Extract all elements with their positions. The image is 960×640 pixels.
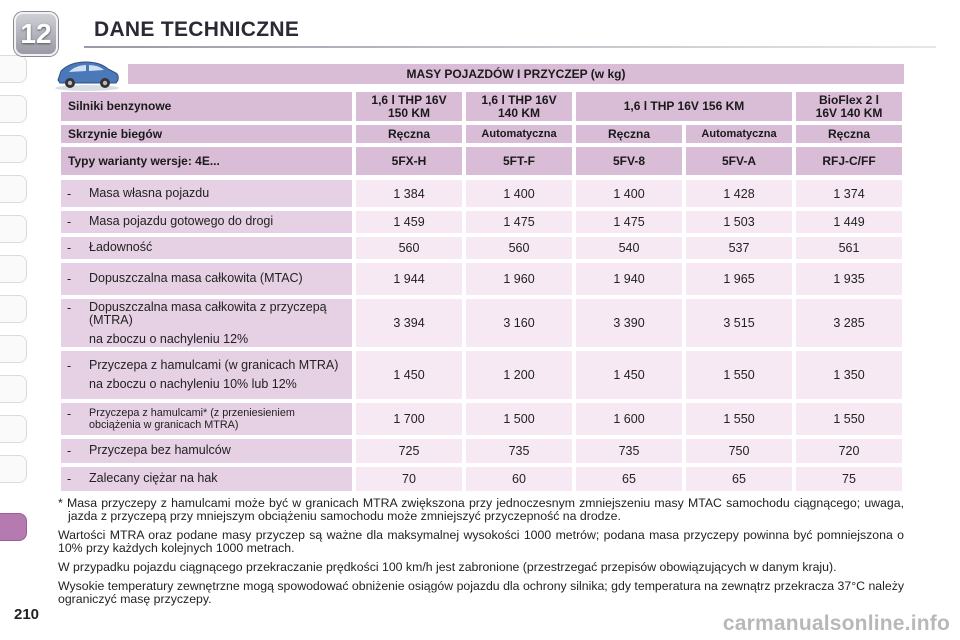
value-cell: 1 965: [686, 263, 792, 295]
engine-cell: [466, 92, 572, 121]
row-label: [61, 351, 352, 399]
value-cell: 1 475: [466, 211, 572, 233]
car-icon: [52, 56, 122, 92]
chapter-tab[interactable]: [0, 375, 27, 403]
row-label-text: Przyczepa z hamulcami* (z przeniesieniem obciążenia w granicach MTRA): [89, 407, 295, 431]
value-cell: 1 384: [356, 180, 462, 207]
value-cell: 75: [796, 467, 902, 491]
gearbox-cell: Ręczna: [356, 125, 462, 143]
value-cell: 3 394: [356, 299, 462, 347]
table-row: [61, 263, 902, 295]
chapter-number-badge: 12: [14, 12, 58, 56]
value-cell: 1 374: [796, 180, 902, 207]
gearbox-row: [61, 125, 902, 143]
footnote-asterisk: * Masa przyczepy z hamulcami może być w granicach MTRA zwiększona przy jednoczesnym zmniejszeniu masy MTAC samochodu ciągnącego; uwaga, jazda z przyczepą przy mniejszym obciążeniu samochodu może zmniejszyć przyczepność na drodze.: [58, 496, 904, 523]
value-cell: 1 428: [686, 180, 792, 207]
engine-line: 140 KM: [497, 105, 541, 120]
watermark: carmanualsonline.info: [722, 612, 950, 635]
chapter-tab[interactable]: [0, 415, 27, 443]
row-dash: -: [67, 272, 72, 286]
row-dash: -: [67, 300, 72, 315]
value-cell: 1 503: [686, 211, 792, 233]
engine-cell: [796, 92, 902, 121]
row-dash: -: [67, 472, 72, 486]
value-cell: 720: [796, 439, 902, 463]
table-row: [61, 467, 902, 491]
engines-label: Silniki benzynowe: [61, 92, 352, 121]
table-row: [61, 351, 902, 399]
row-label: [61, 263, 352, 295]
type-cell: 5FT-F: [466, 147, 572, 175]
type-cell: 5FV-8: [576, 147, 682, 175]
type-cell: 5FX-H: [356, 147, 462, 175]
gearbox-label: Skrzynie biegów: [61, 125, 352, 143]
page-number: 210: [14, 606, 40, 623]
chapter-tab[interactable]: [0, 55, 27, 83]
value-cell: 1 944: [356, 263, 462, 295]
value-cell: 1 550: [686, 403, 792, 435]
engine-cell: [356, 92, 462, 121]
value-cell: 3 285: [796, 299, 902, 347]
engine-line: 16V 140 KM: [815, 105, 883, 120]
value-cell: 1 600: [576, 403, 682, 435]
value-cell: 560: [356, 237, 462, 259]
table-row: [61, 439, 902, 463]
table-row: [61, 237, 902, 259]
value-cell: 70: [356, 467, 462, 491]
row-label-text: Masa pojazdu gotowego do drogi: [89, 214, 274, 228]
page-title: DANE TECHNICZNE: [94, 18, 300, 41]
row-dash: -: [67, 407, 72, 421]
value-cell: 3 515: [686, 299, 792, 347]
table-row: [61, 211, 902, 233]
engine-line: BioFlex 2 l: [819, 92, 880, 107]
header-rule: [84, 46, 936, 48]
value-cell: 1 700: [356, 403, 462, 435]
value-cell: 561: [796, 237, 902, 259]
table-row: [61, 299, 902, 347]
value-cell: 725: [356, 439, 462, 463]
row-dash: -: [67, 444, 72, 458]
footnote-paragraph: Wysokie temperatury zewnętrzne mogą spowodować obniżenie osiągów pojazdu dla ochrony silnika; gdy temperatura na zewnątrz przekracza 37°C należy ograniczyć masę przyczepy.: [58, 579, 904, 606]
row-label-text: Dopuszczalna masa całkowita z przyczepą (MTRA): [89, 299, 327, 327]
specs-header-table: [57, 88, 906, 179]
value-cell: 1 500: [466, 403, 572, 435]
row-label: [61, 467, 352, 491]
row-dash: -: [67, 215, 72, 229]
row-label-text: Zalecany ciężar na hak: [89, 471, 218, 485]
row-label-text: Masa własna pojazdu: [89, 185, 210, 200]
row-label-subtext: na zboczu o nachyleniu 12%: [89, 331, 249, 346]
value-cell: 1 550: [796, 403, 902, 435]
value-cell: 540: [576, 237, 682, 259]
value-cell: 1 935: [796, 263, 902, 295]
chapter-tabs: [0, 55, 28, 575]
value-cell: 1 400: [576, 180, 682, 207]
row-label-text: Ładowność: [89, 240, 153, 254]
value-cell: 1 400: [466, 180, 572, 207]
engines-row: [61, 92, 902, 121]
row-label: [61, 211, 352, 233]
value-cell: 1 200: [466, 351, 572, 399]
type-cell: 5FV-A: [686, 147, 792, 175]
row-label: [61, 299, 352, 347]
value-cell: 3 160: [466, 299, 572, 347]
row-label: [61, 180, 352, 207]
value-cell: 1 449: [796, 211, 902, 233]
row-dash: -: [67, 186, 72, 201]
value-cell: 1 450: [576, 351, 682, 399]
types-label: Typy warianty wersje: 4E...: [61, 147, 352, 175]
gearbox-cell: Automatyczna: [466, 125, 572, 143]
value-cell: 1 550: [686, 351, 792, 399]
gearbox-cell: Automatyczna: [686, 125, 792, 143]
row-dash: -: [67, 359, 72, 373]
footnote-paragraph: Wartości MTRA oraz podane masy przyczep są ważne dla maksymalnej wysokości 1000 metrów; podana masa przyczepy powinna być pomniejszona o 10% przy każdych kolejnych 1000 metrach.: [58, 528, 904, 555]
row-label-text: Przyczepa z hamulcami (w granicach MTRA): [89, 358, 339, 372]
page-header: [58, 18, 936, 48]
engine-line: 150 KM: [387, 105, 431, 120]
value-cell: 735: [576, 439, 682, 463]
row-label-subtext: na zboczu o nachyleniu 10% lub 12%: [89, 377, 297, 391]
chapter-tab[interactable]: [0, 175, 27, 203]
value-cell: 1 459: [356, 211, 462, 233]
row-label: [61, 439, 352, 463]
row-dash: -: [67, 241, 72, 255]
value-cell: 1 940: [576, 263, 682, 295]
chapter-tab[interactable]: [0, 335, 27, 363]
value-cell: 65: [686, 467, 792, 491]
footnote-paragraph: W przypadku pojazdu ciągnącego przekraczanie prędkości 100 km/h jest zabronione (przestrzegać przepisów obowiązujących w danym kraju).: [58, 560, 837, 574]
chapter-tab[interactable]: [0, 295, 27, 323]
value-cell: 750: [686, 439, 792, 463]
gearbox-cell: Ręczna: [576, 125, 682, 143]
chapter-tab[interactable]: [0, 135, 27, 163]
value-cell: 1 475: [576, 211, 682, 233]
chapter-tab[interactable]: [0, 255, 27, 283]
types-row: [61, 147, 902, 175]
value-cell: 735: [466, 439, 572, 463]
section-title: MASY POJAZDÓW I PRZYCZEP (w kg): [128, 64, 904, 84]
footnotes: [58, 497, 904, 612]
chapter-tab-active[interactable]: [0, 513, 27, 541]
value-cell: 65: [576, 467, 682, 491]
row-label: [61, 403, 352, 435]
type-cell: RFJ-C/FF: [796, 147, 902, 175]
engine-line: 1,6 l THP 16V 156 KM: [623, 99, 745, 113]
value-cell: 60: [466, 467, 572, 491]
row-label: [61, 237, 352, 259]
engine-line: 1,6 l THP 16V: [371, 92, 447, 107]
value-cell: 1 450: [356, 351, 462, 399]
chapter-tab[interactable]: [0, 95, 27, 123]
row-label-text: Przyczepa bez hamulców: [89, 443, 231, 457]
value-cell: 1 350: [796, 351, 902, 399]
table-row: [61, 403, 902, 435]
value-cell: 560: [466, 237, 572, 259]
value-cell: 3 390: [576, 299, 682, 347]
table-row: [61, 180, 902, 207]
value-cell: 537: [686, 237, 792, 259]
engine-line: 1,6 l THP 16V: [481, 92, 557, 107]
specs-table: [57, 176, 906, 495]
gearbox-cell: Ręczna: [796, 125, 902, 143]
value-cell: 1 960: [466, 263, 572, 295]
chapter-tab[interactable]: [0, 215, 27, 243]
engine-cell: [576, 92, 792, 121]
chapter-tab[interactable]: [0, 455, 27, 483]
row-label-text: Dopuszczalna masa całkowita (MTAC): [89, 271, 303, 285]
